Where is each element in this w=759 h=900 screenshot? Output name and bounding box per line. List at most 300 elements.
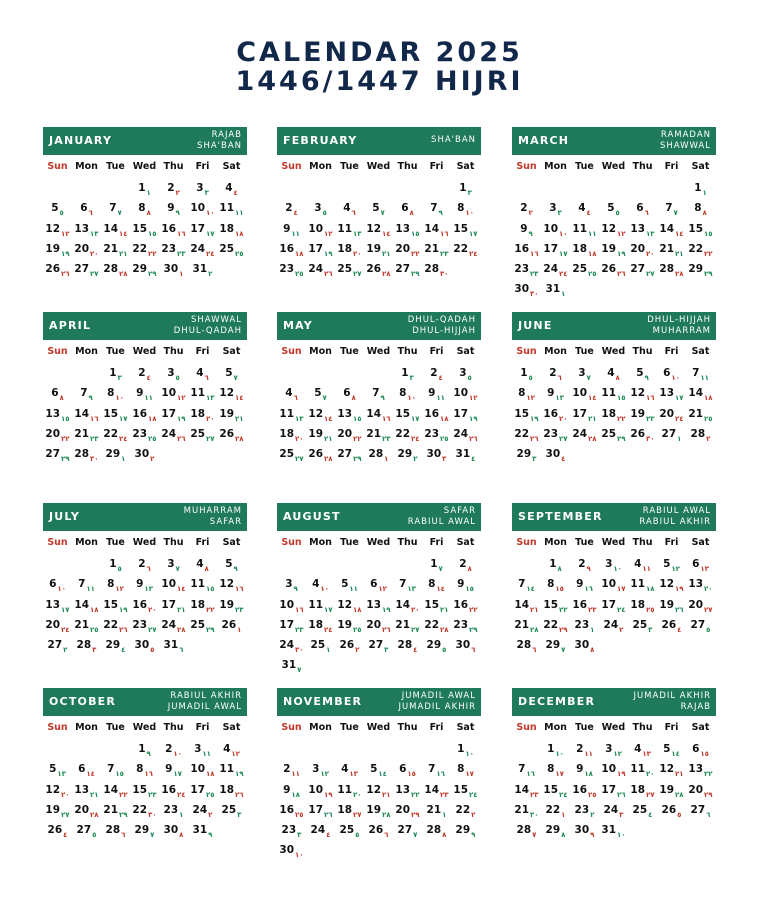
hijri-day: ٢٧ xyxy=(206,434,215,443)
hijri-day: ٢٨ xyxy=(382,810,391,819)
hijri-day: ١٩ xyxy=(675,585,684,594)
day-cell xyxy=(101,259,130,279)
gregorian-day: 13 xyxy=(659,387,675,400)
gregorian-day: 28 xyxy=(426,824,442,837)
day-cell xyxy=(306,595,335,615)
hijri-day: ٢١ xyxy=(382,790,391,799)
hijri-day: ٦ xyxy=(351,209,356,218)
hijri-day: ١ xyxy=(561,810,566,819)
weekday-sun: Sun xyxy=(516,161,537,172)
month-header xyxy=(512,503,716,531)
gregorian-day: 26 xyxy=(308,448,324,461)
hijri-day: ٢٧ xyxy=(704,605,713,614)
day-cell xyxy=(306,198,335,218)
hijri-day: ٢٢ xyxy=(411,249,420,258)
gregorian-day: 28 xyxy=(76,639,92,652)
empty-cell xyxy=(335,554,364,574)
hijri-day: ١٧ xyxy=(469,229,478,238)
gregorian-day: 8 xyxy=(457,763,465,776)
hijri-day: ١٥ xyxy=(61,414,70,423)
weekday-thu: Thu xyxy=(397,346,418,357)
weekday-header xyxy=(43,345,247,359)
day-cell xyxy=(657,239,686,259)
gregorian-day: 8 xyxy=(547,763,555,776)
gregorian-day: 16 xyxy=(572,598,588,611)
hijri-day: ٢٤ xyxy=(61,625,70,634)
day-cell xyxy=(101,424,130,444)
day-cell xyxy=(541,219,570,239)
gregorian-day: 4 xyxy=(285,387,293,400)
day-cell xyxy=(599,363,628,383)
gregorian-day: 19 xyxy=(659,783,675,796)
hijri-day: ١٠ xyxy=(173,750,182,758)
weekday-tue: Tue xyxy=(575,722,594,733)
weekday-fri: Fri xyxy=(195,722,210,733)
day-cell xyxy=(43,574,72,594)
gregorian-day: 22 xyxy=(543,618,559,631)
hijri-day: ٩ xyxy=(644,374,649,382)
day-cell xyxy=(277,444,306,464)
gregorian-day: 16 xyxy=(161,222,177,235)
day-cell xyxy=(130,198,159,218)
day-cell xyxy=(364,198,393,218)
hijri-day: ٢٢ xyxy=(353,434,362,443)
day-cell xyxy=(43,383,72,403)
day-cell xyxy=(686,739,715,759)
day-cell xyxy=(217,178,246,198)
empty-cell xyxy=(512,554,541,574)
gregorian-day: 5 xyxy=(49,763,57,776)
gregorian-day: 19 xyxy=(45,242,61,255)
day-cell xyxy=(159,424,188,444)
empty-cell xyxy=(101,739,130,759)
empty-cell xyxy=(599,178,628,198)
day-cell xyxy=(188,404,217,424)
hijri-day: ١٧ xyxy=(206,229,215,238)
empty-cell xyxy=(277,554,306,574)
gregorian-day: 3 xyxy=(194,743,202,755)
day-cell xyxy=(130,780,159,800)
hijri-day: ٢٢ xyxy=(411,790,420,799)
gregorian-day: 6 xyxy=(692,558,700,570)
gregorian-day: 8 xyxy=(518,387,526,400)
gregorian-day: 23 xyxy=(161,242,177,255)
gregorian-day: 23 xyxy=(453,618,469,631)
month-header xyxy=(512,127,716,155)
day-cell xyxy=(188,219,217,239)
gregorian-day: 3 xyxy=(578,367,586,379)
hijri-day: ٢٦ xyxy=(177,434,186,443)
gregorian-day: 5 xyxy=(341,578,349,591)
hijri-day: ٢٩ xyxy=(148,270,157,279)
gregorian-day: 9 xyxy=(283,222,291,235)
day-cell xyxy=(72,800,101,820)
hijri-day: ١٨ xyxy=(584,770,593,779)
gregorian-day: 6 xyxy=(49,578,57,591)
gregorian-day: 13 xyxy=(366,598,382,611)
gregorian-day: 14 xyxy=(74,598,90,611)
gregorian-day: 28 xyxy=(103,263,119,276)
hijri-day: ٢ xyxy=(208,270,213,279)
gregorian-day: 13 xyxy=(337,407,353,420)
weekday-tue: Tue xyxy=(106,346,125,357)
hijri-month-name: JUMADIL AWAL xyxy=(167,702,242,712)
hijri-day: ١٥ xyxy=(407,770,416,779)
gregorian-day: 9 xyxy=(136,578,144,591)
hijri-day: ١٤ xyxy=(86,770,95,779)
gregorian-day: 25 xyxy=(632,618,648,631)
day-cell xyxy=(217,239,246,259)
hijri-day: ٥ xyxy=(615,209,620,218)
gregorian-day: 7 xyxy=(518,578,526,591)
day-cell xyxy=(657,574,686,594)
month-june xyxy=(512,312,716,464)
month-name: NOVEMBER xyxy=(283,695,363,708)
hijri-day: ٥ xyxy=(150,646,155,655)
gregorian-day: 3 xyxy=(549,202,557,215)
gregorian-day: 11 xyxy=(190,578,206,591)
day-cell xyxy=(188,574,217,594)
gregorian-day: 30 xyxy=(134,639,150,652)
day-cell xyxy=(72,820,101,840)
gregorian-day: 14 xyxy=(424,783,440,796)
gregorian-day: 11 xyxy=(572,222,588,235)
gregorian-day: 30 xyxy=(163,263,179,276)
gregorian-day: 5 xyxy=(225,558,233,570)
day-cell xyxy=(188,178,217,198)
day-cell xyxy=(451,635,480,655)
day-cell xyxy=(159,363,188,383)
gregorian-day: 1 xyxy=(547,743,555,755)
hijri-day: ١٦ xyxy=(382,414,391,423)
day-cell xyxy=(364,635,393,655)
gregorian-day: 26 xyxy=(47,824,63,837)
weekday-header xyxy=(277,721,481,735)
gregorian-day: 26 xyxy=(219,427,235,440)
empty-cell xyxy=(306,363,335,383)
hijri-months xyxy=(398,691,476,713)
gregorian-day: 3 xyxy=(605,558,613,570)
gregorian-day: 25 xyxy=(221,803,237,816)
day-cell xyxy=(393,424,422,444)
day-cell xyxy=(188,739,217,759)
page-title: CALENDAR 2025 xyxy=(236,37,523,68)
day-cell xyxy=(512,363,541,383)
gregorian-day: 18 xyxy=(630,598,646,611)
day-cell xyxy=(188,259,217,279)
day-cell xyxy=(451,574,480,594)
hijri-day: ٢١ xyxy=(588,414,597,423)
hijri-day: ٨ xyxy=(561,831,566,840)
hijri-day: ٢٣ xyxy=(440,790,449,799)
day-cell xyxy=(159,759,188,779)
hijri-day: ٢٦ xyxy=(382,625,391,634)
gregorian-day: 24 xyxy=(310,824,326,837)
hijri-day: ١١ xyxy=(144,394,153,403)
gregorian-day: 7 xyxy=(399,578,407,591)
gregorian-day: 2 xyxy=(285,202,293,215)
gregorian-day: 4 xyxy=(343,202,351,215)
hijri-day: ٢٦ xyxy=(469,434,478,443)
day-cell xyxy=(393,595,422,615)
gregorian-day: 31 xyxy=(455,448,471,461)
day-cell xyxy=(686,178,715,198)
day-cell xyxy=(686,574,715,594)
hijri-day: ١٠ xyxy=(465,209,474,218)
hijri-day: ١٥ xyxy=(206,585,215,594)
day-cell xyxy=(364,800,393,820)
gregorian-day: 5 xyxy=(314,387,322,400)
weekday-thu: Thu xyxy=(397,161,418,172)
gregorian-day: 7 xyxy=(430,202,438,215)
hijri-day: ١٢ xyxy=(177,394,186,403)
gregorian-day: 5 xyxy=(663,558,671,570)
hijri-day: ٢٦ xyxy=(119,625,128,634)
weekday-tue: Tue xyxy=(340,161,359,172)
day-cell xyxy=(130,424,159,444)
hijri-day: ٢٢ xyxy=(704,770,713,779)
hijri-months xyxy=(639,506,711,528)
day-cell xyxy=(306,444,335,464)
day-cell xyxy=(541,444,570,464)
gregorian-day: 18 xyxy=(337,803,353,816)
day-cell xyxy=(570,759,599,779)
hijri-day: ٤ xyxy=(121,646,126,655)
day-cell xyxy=(628,554,657,574)
day-cell xyxy=(277,219,306,239)
hijri-month-name: MUHARRAM xyxy=(652,326,711,336)
month-header xyxy=(277,688,481,716)
day-cell xyxy=(512,635,541,655)
gregorian-day: 10 xyxy=(161,578,177,591)
hijri-day: ٢٣ xyxy=(235,605,244,614)
day-cell xyxy=(657,363,686,383)
hijri-day: ١٣ xyxy=(353,229,362,238)
gregorian-day: 21 xyxy=(424,242,440,255)
day-cell xyxy=(393,759,422,779)
gregorian-day: 20 xyxy=(366,618,382,631)
gregorian-day: 23 xyxy=(281,824,297,837)
hijri-day: ٤ xyxy=(146,374,151,382)
gregorian-day: 15 xyxy=(103,598,119,611)
empty-cell xyxy=(72,739,101,759)
hijri-day: ١ xyxy=(677,434,682,443)
day-cell xyxy=(686,800,715,820)
hijri-day: ٨ xyxy=(146,209,151,218)
hijri-day: ٧ xyxy=(175,565,180,573)
gregorian-day: 30 xyxy=(545,448,561,461)
hijri-day: ٢٨ xyxy=(675,270,684,279)
hijri-month-name: RAMADAN xyxy=(660,130,711,140)
day-cell xyxy=(335,574,364,594)
day-cell xyxy=(541,800,570,820)
hijri-months xyxy=(408,315,476,337)
day-cell xyxy=(570,239,599,259)
day-cell xyxy=(101,574,130,594)
gregorian-day: 11 xyxy=(630,763,646,776)
month-header xyxy=(43,312,247,340)
weekday-mon: Mon xyxy=(75,346,98,357)
hijri-day: ٢٣ xyxy=(177,249,186,258)
hijri-day: ٣٠ xyxy=(440,270,449,279)
day-cell xyxy=(130,383,159,403)
hijri-month-name: RABIUL AWAL xyxy=(642,506,711,516)
hijri-months xyxy=(431,135,476,146)
gregorian-day: 28 xyxy=(516,824,532,837)
hijri-day: ٢ xyxy=(208,810,213,819)
gregorian-day: 17 xyxy=(308,803,324,816)
gregorian-day: 11 xyxy=(279,407,295,420)
weekday-mon: Mon xyxy=(75,161,98,172)
weekday-fri: Fri xyxy=(195,346,210,357)
hijri-day: ٩ xyxy=(175,209,180,218)
day-cell xyxy=(101,554,130,574)
gregorian-day: 31 xyxy=(163,639,179,652)
weekday-fri: Fri xyxy=(664,537,679,548)
day-cell xyxy=(130,759,159,779)
day-cell xyxy=(364,574,393,594)
hijri-day: ٢١ xyxy=(235,414,244,423)
day-cell xyxy=(217,424,246,444)
day-grid xyxy=(277,363,481,464)
hijri-month-name: SAFAR xyxy=(209,517,242,527)
gregorian-day: 7 xyxy=(107,763,115,776)
day-cell xyxy=(217,759,246,779)
hijri-day: ٢٥ xyxy=(295,270,304,279)
hijri-day: ١٣ xyxy=(349,770,358,779)
gregorian-day: 2 xyxy=(283,763,291,776)
gregorian-day: 13 xyxy=(688,578,704,591)
weekday-wed: Wed xyxy=(366,722,391,733)
hijri-day: ٩ xyxy=(293,585,298,594)
hijri-day: ١٥ xyxy=(411,229,420,238)
day-cell xyxy=(130,615,159,635)
gregorian-day: 27 xyxy=(368,639,384,652)
weekday-wed: Wed xyxy=(132,346,157,357)
gregorian-day: 14 xyxy=(395,598,411,611)
gregorian-day: 12 xyxy=(601,222,617,235)
gregorian-day: 30 xyxy=(426,448,442,461)
gregorian-day: 9 xyxy=(428,387,436,400)
gregorian-day: 11 xyxy=(219,202,235,215)
day-cell xyxy=(101,404,130,424)
hijri-day: ١٧ xyxy=(324,605,333,614)
hijri-day: ٥ xyxy=(92,831,97,840)
gregorian-day: 30 xyxy=(574,639,590,652)
weekday-fri: Fri xyxy=(664,722,679,733)
gregorian-day: 18 xyxy=(308,618,324,631)
day-cell xyxy=(335,424,364,444)
gregorian-day: 12 xyxy=(659,578,675,591)
hijri-day: ١٧ xyxy=(555,770,564,779)
gregorian-day: 26 xyxy=(601,263,617,276)
month-march xyxy=(512,127,716,300)
hijri-day: ٩ xyxy=(146,750,151,758)
day-cell xyxy=(541,635,570,655)
empty-cell xyxy=(72,554,101,574)
day-cell xyxy=(451,424,480,444)
hijri-day: ٢٨ xyxy=(324,455,333,464)
gregorian-day: 17 xyxy=(601,783,617,796)
gregorian-day: 5 xyxy=(663,743,671,755)
hijri-day: ٢٧ xyxy=(411,625,420,634)
gregorian-day: 4 xyxy=(607,367,615,379)
hijri-day: ٢ xyxy=(150,455,155,464)
month-january xyxy=(43,127,247,279)
gregorian-day: 15 xyxy=(543,783,559,796)
hijri-day: ٣٠ xyxy=(148,810,157,819)
hijri-day: ٢٠ xyxy=(559,414,568,423)
hijri-month-name: SHA'BAN xyxy=(197,141,242,151)
gregorian-day: 29 xyxy=(455,824,471,837)
hijri-day: ١٩ xyxy=(177,414,186,423)
hijri-day: ٢٧ xyxy=(646,790,655,799)
day-cell xyxy=(364,259,393,279)
gregorian-day: 3 xyxy=(314,202,322,215)
day-cell xyxy=(422,615,451,635)
gregorian-day: 4 xyxy=(312,578,320,591)
hijri-day: ٣ xyxy=(442,455,447,464)
day-cell xyxy=(130,363,159,383)
day-cell xyxy=(599,424,628,444)
day-cell xyxy=(628,780,657,800)
hijri-months xyxy=(184,506,242,528)
empty-cell xyxy=(512,739,541,759)
gregorian-day: 15 xyxy=(132,222,148,235)
day-cell xyxy=(512,259,541,279)
gregorian-day: 27 xyxy=(45,448,61,461)
day-cell xyxy=(188,820,217,840)
hijri-day: ٢٧ xyxy=(646,270,655,279)
hijri-day: ٢٧ xyxy=(353,810,362,819)
weekday-fri: Fri xyxy=(195,161,210,172)
day-cell xyxy=(451,554,480,574)
day-cell xyxy=(570,198,599,218)
hijri-day: ١٠ xyxy=(57,585,66,594)
hijri-day: ٤ xyxy=(561,455,566,464)
gregorian-day: 15 xyxy=(688,222,704,235)
gregorian-day: 6 xyxy=(636,202,644,215)
gregorian-day: 6 xyxy=(80,202,88,215)
gregorian-day: 1 xyxy=(109,367,117,379)
hijri-day: ٣ xyxy=(384,646,389,655)
gregorian-day: 25 xyxy=(601,427,617,440)
hijri-day: ٤ xyxy=(471,455,476,464)
day-cell xyxy=(599,780,628,800)
month-header xyxy=(512,312,716,340)
gregorian-day: 15 xyxy=(395,407,411,420)
hijri-day: ١٤ xyxy=(382,229,391,238)
gregorian-day: 15 xyxy=(453,222,469,235)
weekday-sat: Sat xyxy=(456,722,475,733)
weekday-mon: Mon xyxy=(309,722,332,733)
month-name: FEBRUARY xyxy=(283,134,358,147)
gregorian-day: 14 xyxy=(688,387,704,400)
gregorian-day: 22 xyxy=(688,242,704,255)
gregorian-day: 6 xyxy=(692,743,700,755)
gregorian-day: 30 xyxy=(279,844,295,857)
day-cell xyxy=(541,780,570,800)
day-cell xyxy=(451,219,480,239)
hijri-day: ٢٨ xyxy=(235,434,244,443)
day-cell xyxy=(72,239,101,259)
day-cell xyxy=(599,198,628,218)
day-cell xyxy=(512,198,541,218)
gregorian-day: 29 xyxy=(105,448,121,461)
day-cell xyxy=(188,780,217,800)
hijri-day: ١١ xyxy=(588,229,597,238)
hijri-day: ١ xyxy=(326,646,331,655)
